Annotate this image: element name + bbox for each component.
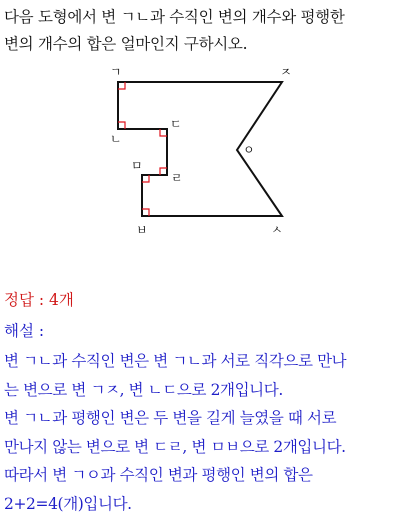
question-line-1: 다음 도형에서 변 ㄱㄴ과 수직인 변의 개수와 평행한 [4, 8, 345, 26]
explanation-line-5: 따라서 변 ㄱㅇ과 수직인 변과 평행인 변의 합은 [4, 466, 313, 485]
answer-text: 정답 : 4개 [4, 291, 74, 309]
vertex-label-r: ㄹ [171, 171, 183, 185]
explanation-line-6: 2+2=4(개)입니다. [4, 494, 132, 513]
polygon-outline [118, 82, 282, 216]
vertex-label-m: ㅁ [131, 159, 143, 173]
right-angle-mark-n [118, 122, 125, 129]
question-line-2: 변의 개수의 합은 얼마인지 구하시오. [4, 35, 248, 53]
vertex-label-s: ㅅ [271, 223, 283, 237]
vertex-label-b: ㅂ [136, 223, 148, 237]
right-angle-mark-r [160, 168, 167, 175]
explanation-title: 해설 : [4, 322, 45, 340]
explanation-line-3: 변 ㄱㄴ과 평행인 변은 두 변을 길게 늘였을 때 서로 [4, 409, 337, 428]
vertex-label-g: ㄱ [110, 65, 122, 79]
right-angle-mark-b [142, 209, 149, 216]
explanation-line-2: 는 변으로 변 ㄱㅈ, 변 ㄴㄷ으로 2개입니다. [4, 380, 283, 399]
vertex-label-d: ㄷ [170, 117, 182, 131]
right-angle-mark-m [142, 175, 149, 182]
explanation-line-1: 변 ㄱㄴ과 수직인 변은 변 ㄱㄴ과 서로 직각으로 만나 [4, 352, 347, 370]
explanation-line-4: 만나지 않는 변으로 변 ㄷㄹ, 변 ㅁㅂ으로 2개입니다. [4, 437, 346, 456]
right-angle-mark-g [118, 82, 125, 89]
right-angle-mark-d [160, 129, 167, 136]
vertex-label-j: ㅈ [280, 65, 292, 79]
vertex-label-o: ㅇ [243, 143, 255, 157]
vertex-label-n: ㄴ [110, 132, 122, 146]
explanation-body [4, 347, 398, 519]
